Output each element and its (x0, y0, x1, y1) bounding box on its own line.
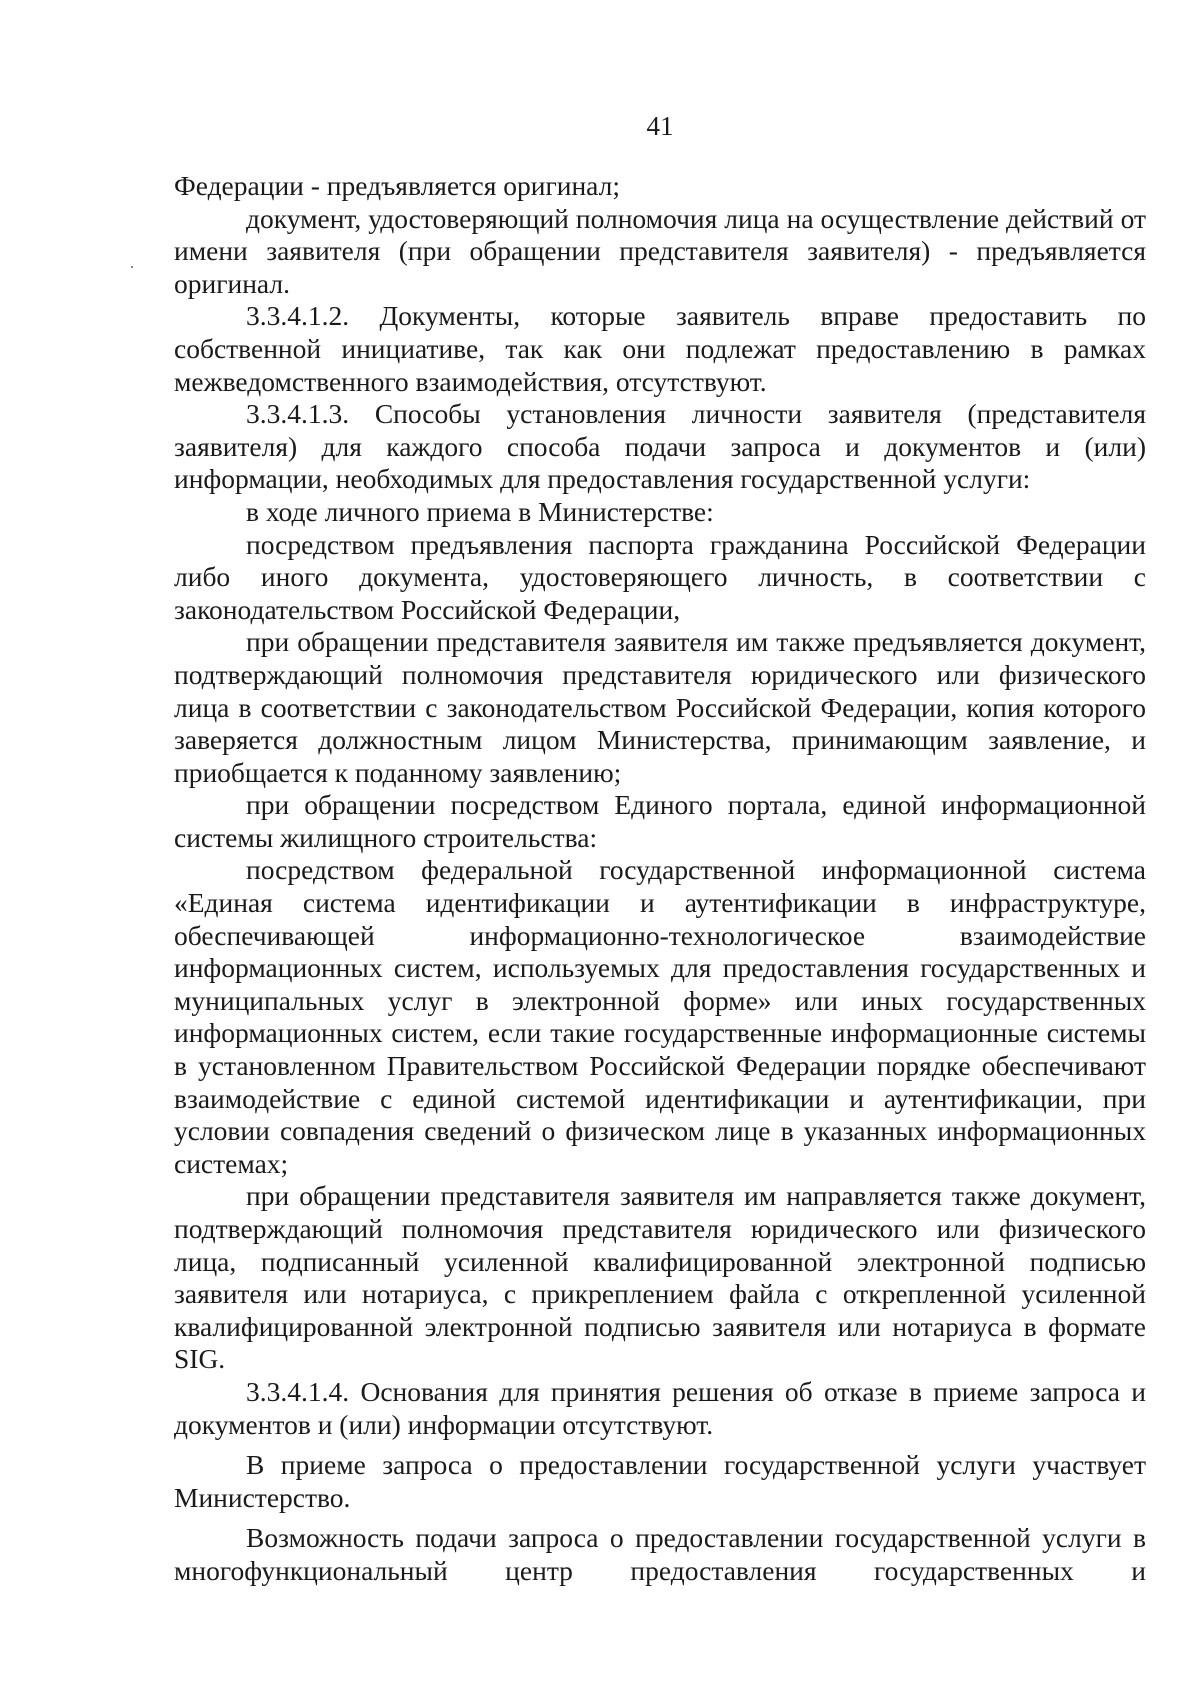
paragraph-continuation: Федерации - предъявляется оригинал; (174, 170, 620, 201)
paragraph-personal-reception: в ходе личного приема в Министерстве: (246, 495, 714, 527)
paragraph-passport: посредством предъявления паспорта гражданина Российской Федерации либо иного документа, удостоверяющего личность, в соответствии с законодательством Российской Федерации, (174, 528, 1146, 625)
scan-speck (131, 266, 133, 268)
paragraph-unified-portal: при обращении посредством Единого портала, единой информационной системы жилищного строительства: (174, 789, 1146, 853)
document-body (174, 170, 1146, 1588)
paragraph-3-3-4-1-4: 3.3.4.1.4. Основания для принятия решения об отказе в приеме запроса и документов и (или) информации отсутствуют. (174, 1375, 1146, 1440)
paragraph-electronic-signature: при обращении представителя заявителя им направляется также документ, подтверждающий полномочия представителя юридического или физического лица, подписанный усиленной квалифицированной электронной подписью заявителя или нотариуса, с прикреплением файла с открепленной усиленной квалифицированной электронной подписью заявителя или нотариуса в формате SIG. (174, 1180, 1146, 1375)
paragraph-mfc-possibility: Возможность подачи запроса о предоставлении государственной услуги в многофункциональный центр предоставления государственных и (174, 1522, 1146, 1586)
paragraph-3-3-4-1-3: 3.3.4.1.3. Способы установления личности заявителя (представителя заявителя) для каждого способа подачи запроса и документов и (или) информации, необходимых для предоставления государственной услуги: (174, 398, 1146, 495)
paragraph-authority-document: документ, удостоверяющий полномочия лица на осуществление действий от имени заявителя (при обращении представителя заявителя) - предъявляется оригинал. (174, 202, 1146, 299)
paragraph-ministry-participates: В приеме запроса о предоставлении государственной услуги участвует Министерство. (174, 1449, 1146, 1513)
paragraph-representative-document: при обращении представителя заявителя им также предъявляется документ, подтверждающий полномочия представителя юридического или физического лица в соответствии с законодательством Российской Федерации, копия которого заверяется должностным лицом Министерства, принимающим заявление, и приобщается к поданному заявлению; (174, 626, 1146, 788)
paragraph-3-3-4-1-2: 3.3.4.1.2. Документы, которые заявитель вправе предоставить по собственной инициативе, так как они подлежат предоставлению в рамках межведомственного взаимодействия, отсутствуют. (174, 300, 1146, 397)
page-number: 41 (646, 111, 674, 141)
paragraph-esia: посредством федеральной государственной информационной система «Единая система идентификации и аутентификации в инфраструктуре, обеспечивающей информационно-технологическое взаимодействие информационных систем, используемых для предоставления государственных и муниципальных услуг в электронной форме» или иных государственных информационных систем, если такие государственные информационные системы в установленном Правительством Российской Федерации порядке обеспечивают взаимодействие с единой системой идентификации и аутентификации, при условии совпадения сведений о физическом лице в указанных информационных системах; (174, 854, 1146, 1179)
